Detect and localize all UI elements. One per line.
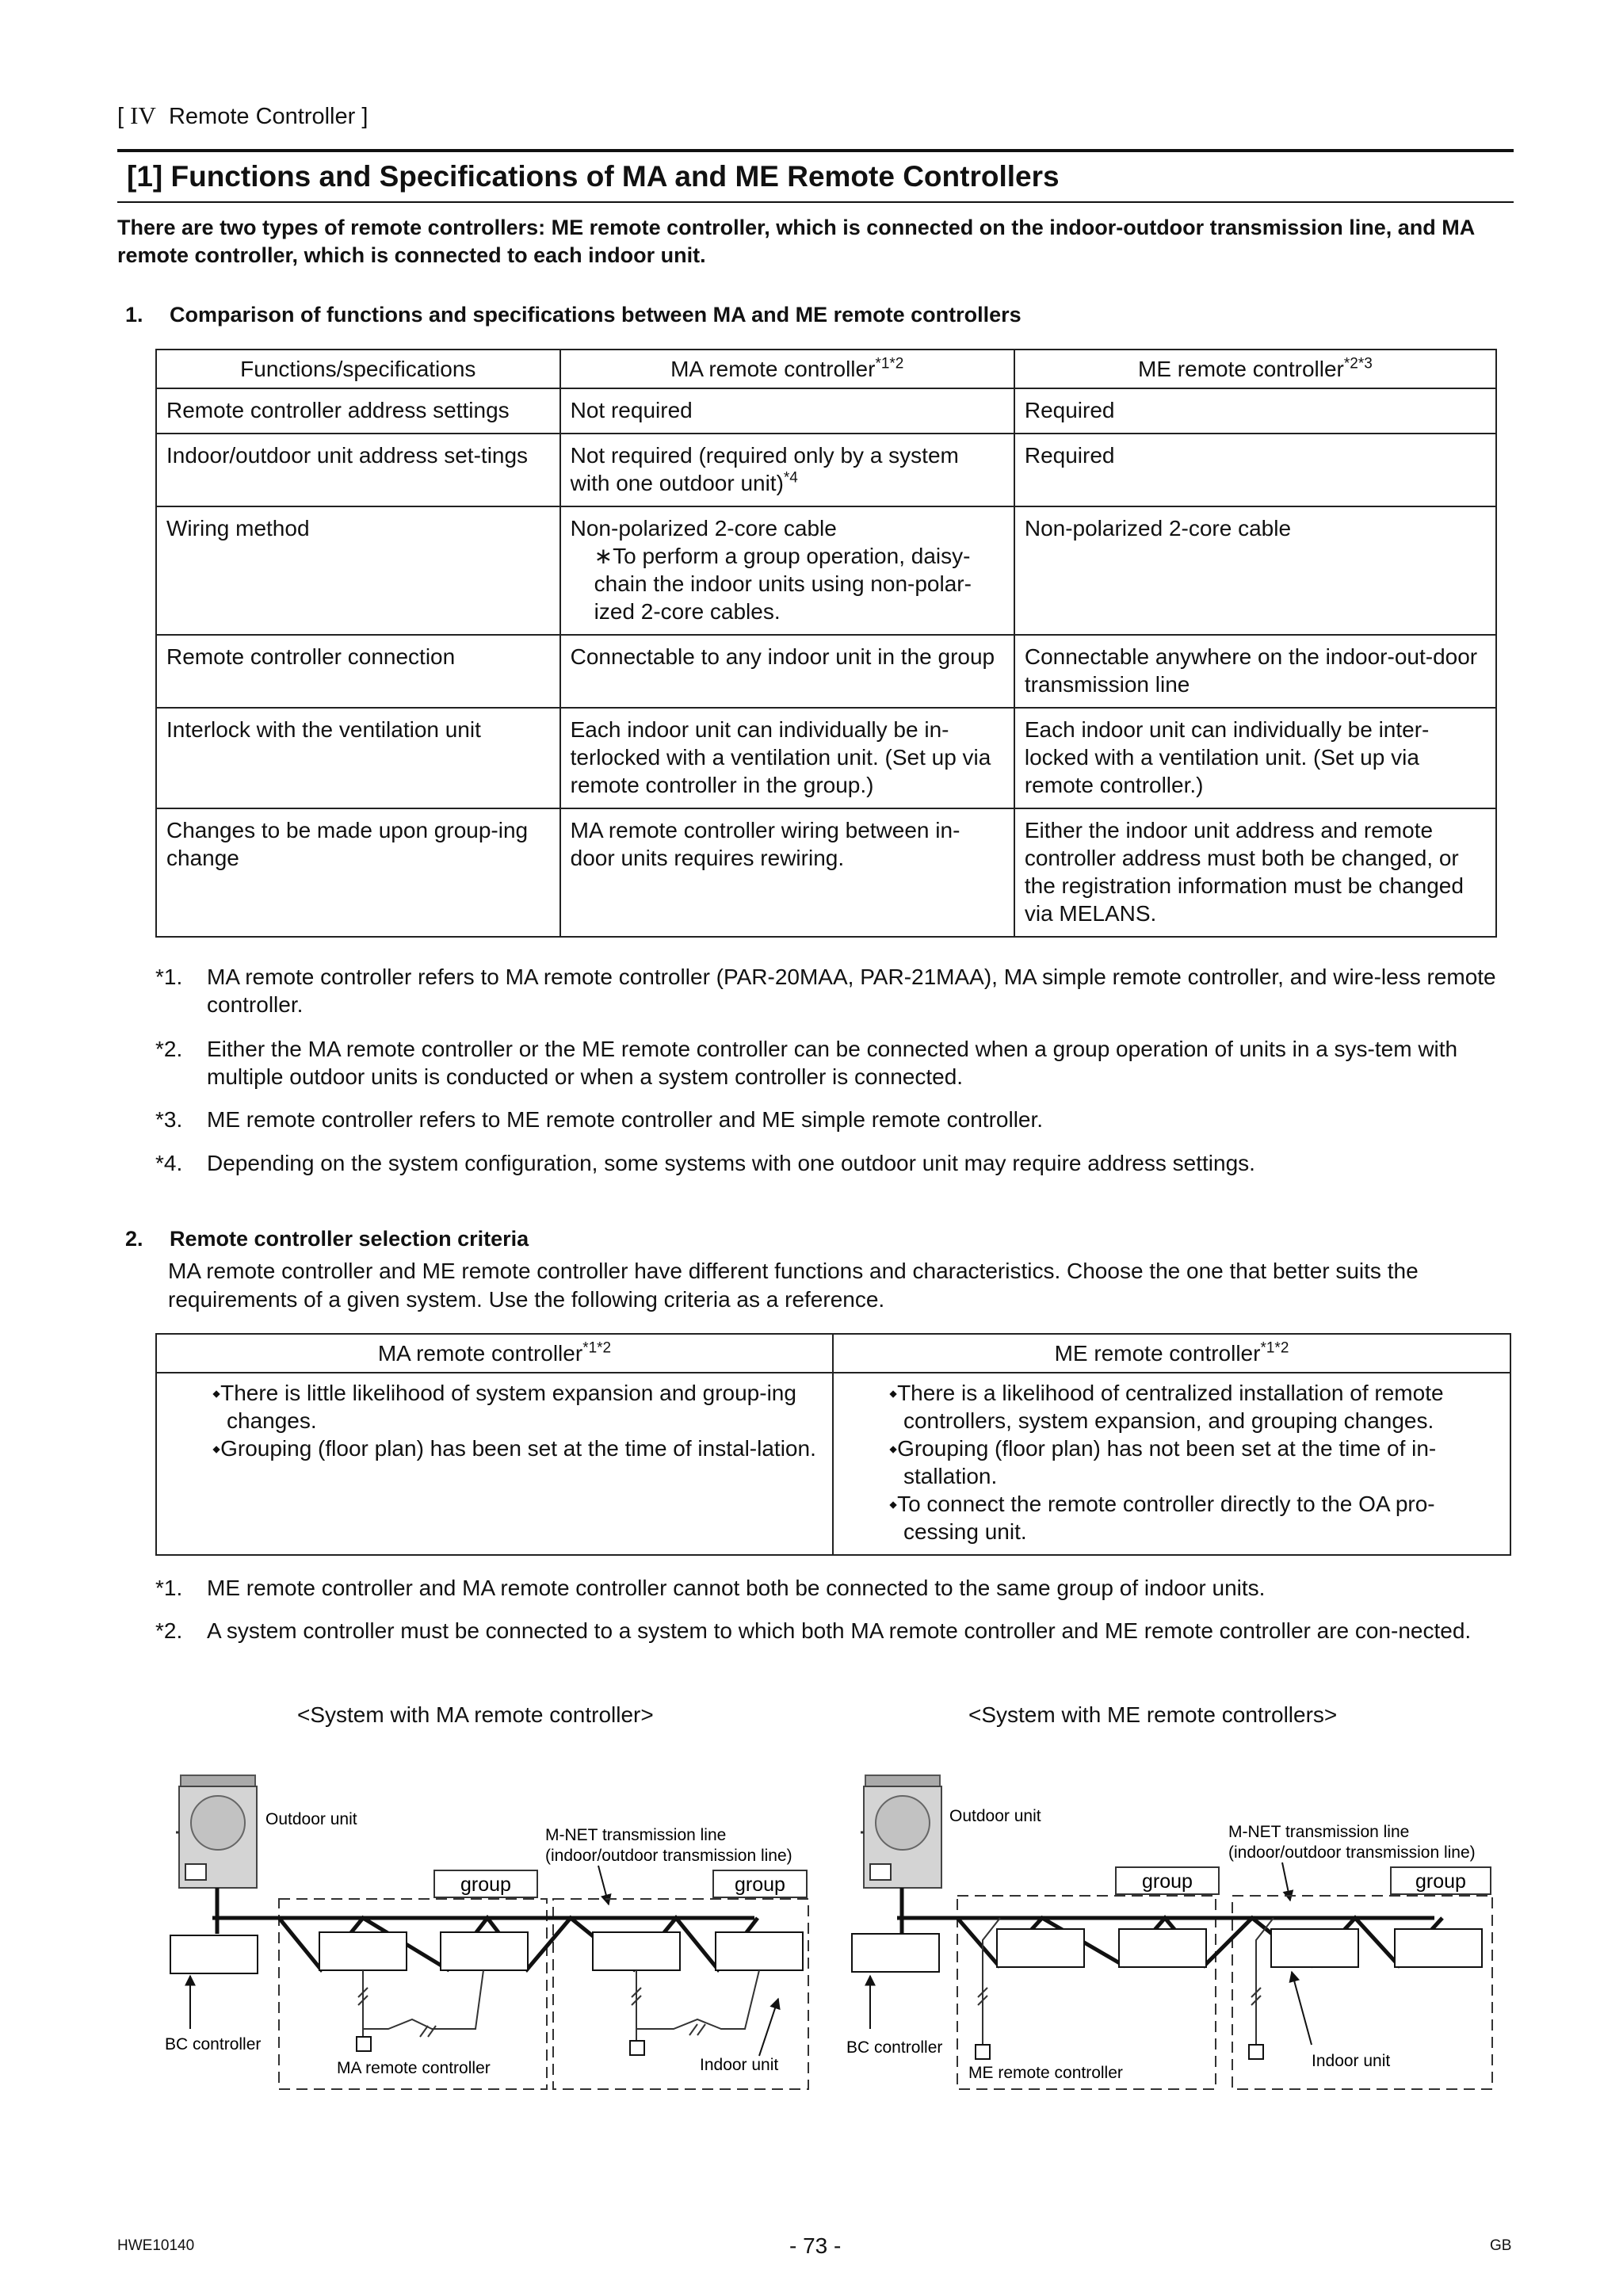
ma-remote-label: MA remote controller <box>337 2059 491 2077</box>
me-remote-label: ME remote controller <box>968 2064 1123 2082</box>
bc-controller-box <box>170 1935 258 1973</box>
footnote: *2. A system controller must be connected to a system to which both MA remote controller and ME remote controller are con-nected. <box>155 1618 1472 1643</box>
col-header-me: ME remote controller$^{*2*3}$ <box>1014 350 1496 388</box>
caption-ma-system: <System with MA remote controller> <box>297 1702 654 1727</box>
footnote: *4. Depending on the system configuration, some systems with one outdoor unit may require address settings. <box>155 1151 1255 1175</box>
group-label: group <box>735 1874 785 1896</box>
me-header: ME remote controller$^{*1*2}$ <box>833 1334 1510 1373</box>
mnet-label: M-NET transmission line <box>545 1826 727 1844</box>
bc-controller-label: BC controller <box>846 2038 943 2057</box>
list-item: ⬩Grouping (floor plan) has not been set at the time of in-stallation. <box>888 1436 1437 1488</box>
section2-heading: 2. Remote controller selection criteria <box>125 1227 529 1251</box>
ma-remote-icon <box>357 2037 371 2051</box>
me-remote-icon <box>1249 2045 1263 2059</box>
group-box <box>957 1896 1216 2089</box>
chapter-title: Remote Controller <box>168 104 356 129</box>
cell-me: Either the indoor unit address and remote controller address must both be changed, or the registration information must be changed via MELANS. <box>1014 808 1496 937</box>
list-item: ⬩Grouping (floor plan) has been set at the time of instal-lation. <box>212 1436 816 1461</box>
cell-me: Required <box>1014 434 1496 506</box>
me-system-diagram <box>846 1775 1492 2089</box>
footnote: *1. MA remote controller refers to MA remote controller (PAR-20MAA, PAR-21MAA), MA simple remote controller, and wire-less remote controller. <box>155 965 1496 1017</box>
group-label: group <box>460 1874 511 1896</box>
mnet-label: M-NET transmission line <box>1228 1823 1410 1841</box>
list-item: ⬩To connect the remote controller directly to the OA pro-cessing unit. <box>888 1492 1435 1544</box>
indoor-unit-box <box>1395 1929 1482 1967</box>
indoor-unit-box <box>1119 1929 1206 1967</box>
cell-ma: Each indoor unit can individually be in-terlocked with a ventilation unit. (Set up via remote controller in the group.) <box>560 708 1014 808</box>
outdoor-unit-label: Outdoor unit <box>265 1810 357 1828</box>
cell-ma: Non-polarized 2-core cable ∗To perform a group operation, daisy-chain the indoor units using non-polar-ized 2-core cables. <box>560 506 1014 635</box>
cell-ma: Not required <box>560 388 1014 434</box>
indoor-unit-box <box>997 1929 1084 1967</box>
bc-controller-box <box>852 1934 939 1972</box>
cell-feature: Interlock with the ventilation unit <box>156 708 560 808</box>
chapter-roman: IV <box>130 101 156 129</box>
cell-me: Each indoor unit can individually be inter-locked with a ventilation unit. (Set up via remote controller.) <box>1014 708 1496 808</box>
footnote: *3. ME remote controller refers to ME remote controller and ME simple remote controller. <box>155 1107 1044 1132</box>
mnet-arrow <box>1282 1862 1290 1901</box>
ma-header: MA remote controller$^{*1*2}$ <box>156 1334 833 1373</box>
cell-feature: Changes to be made upon group-ing change <box>156 808 560 937</box>
footnote: *1. ME remote controller and MA remote controller cannot both be connected to the same group of indoor units. <box>155 1576 1266 1600</box>
section1-heading: 1. Comparison of functions and specifications between MA and ME remote controllers <box>125 303 1022 327</box>
cell-me: Required <box>1014 388 1496 434</box>
cell-ma: Not required (required only by a system with one outdoor unit)$^{*4}$ <box>560 434 1014 506</box>
page-number: - 73 - <box>789 2233 842 2258</box>
cell-feature: Indoor/outdoor unit address set-tings <box>156 434 560 506</box>
ma-remote-icon <box>630 2041 644 2055</box>
cell-ma: MA remote controller wiring between in-door units requires rewiring. <box>560 808 1014 937</box>
indoor-unit-label: Indoor unit <box>700 2056 779 2074</box>
group-label: group <box>1142 1870 1193 1893</box>
intro-text: There are two types of remote controllers: ME remote controller, which is connected on the indoor-outdoor transmission line, and MA remote controller, which is connected to each indoor unit. <box>117 216 1475 267</box>
indoor-unit-box <box>593 1932 680 1970</box>
cell-feature: Wiring method <box>156 506 560 635</box>
page-title: [1] Functions and Specifications of MA and ME Remote Controllers <box>127 160 1060 193</box>
mnet-sublabel: (indoor/outdoor transmission line) <box>545 1847 792 1865</box>
cell-ma: Connectable to any indoor unit in the group <box>560 635 1014 708</box>
outdoor-unit-icon <box>176 1775 257 1888</box>
region-code: GB <box>1490 2237 1512 2254</box>
indoor-unit-box <box>1271 1929 1358 1967</box>
indoor-unit-box <box>441 1932 528 1970</box>
chapter-header: [ IV Remote Controller ] <box>117 101 369 129</box>
mnet-sublabel: (indoor/outdoor transmission line) <box>1228 1843 1476 1862</box>
indoor-unit-label: Indoor unit <box>1312 2052 1391 2070</box>
col-header-ma: MA remote controller$^{*1*2}$ <box>560 350 1014 388</box>
indoor-unit-box <box>319 1932 407 1970</box>
cell-feature: Remote controller connection <box>156 635 560 708</box>
col-header-functions: Functions/specifications <box>156 350 560 388</box>
doc-id: HWE10140 <box>117 2237 195 2254</box>
cell-me: Connectable anywhere on the indoor-out-door transmission line <box>1014 635 1496 708</box>
section2-paragraph: MA remote controller and ME remote controller have different functions and characteristics. Choose the one that better suits the requirements of a given system. Use the following criteria as a reference. <box>168 1259 1419 1312</box>
footnote: *2. Either the MA remote controller or the ME remote controller can be connected when a group operation of units in a sys-tem with multiple outdoor units is conducted or when a system controller is connected. <box>155 1037 1458 1089</box>
bc-controller-label: BC controller <box>165 2035 262 2053</box>
indoor-unit-box <box>716 1932 803 1970</box>
cell-me: Non-polarized 2-core cable <box>1014 506 1496 635</box>
group-label: group <box>1415 1870 1466 1893</box>
me-remote-icon <box>976 2045 990 2059</box>
caption-me-system: <System with ME remote controllers> <box>968 1702 1338 1727</box>
list-item: ⬩There is little likelihood of system expansion and group-ing changes. <box>212 1381 796 1433</box>
outdoor-unit-icon <box>861 1775 941 1888</box>
wiring-note: ∗To perform a group operation, daisy-chain the indoor units using non-polar-ized 2-core cables. <box>594 544 972 624</box>
ma-system-diagram <box>165 1775 808 2089</box>
list-item: ⬩There is a likelihood of centralized installation of remote controllers, system expansion, and grouping changes. <box>888 1381 1444 1433</box>
outdoor-unit-label: Outdoor unit <box>949 1807 1041 1825</box>
cell-feature: Remote controller address settings <box>156 388 560 434</box>
